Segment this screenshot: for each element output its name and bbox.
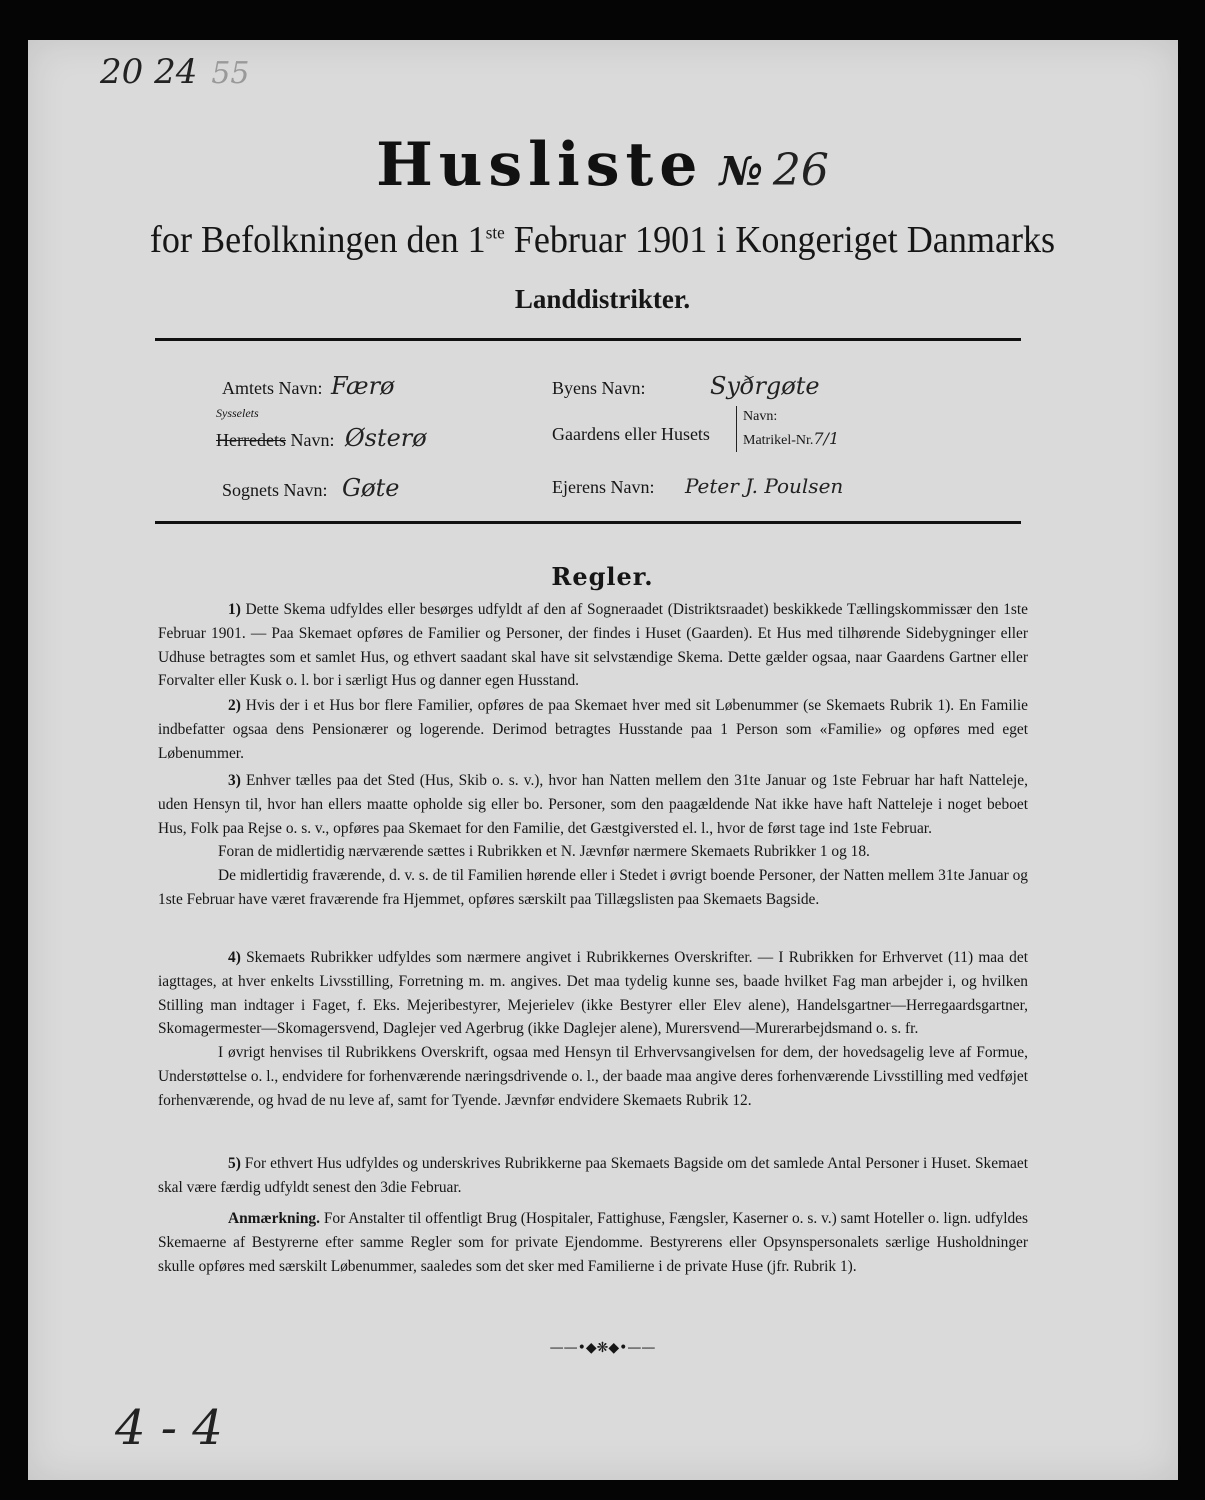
district-heading: Landdistrikter. — [514, 284, 691, 314]
divider-top — [155, 338, 1021, 341]
rule-4: 4) Skemaets Rubrikker udfyldes som nærmere angivet i Rubrikkernes Overskrifter. — I Rubrikken for Erhvervet (11) maa det iagttages, at hver enkelts Livsstilling, Forretning m. m. angives. Det maa tydelig kunne ses, baade hvilket Fag man arbejder i, og hvilken Stilling man indtager i Faget, f. Eks. Mejeribestyrer, Mejerielev (ikke Bestyrer eller Elev alene), Handelsgartner—Herregaardsgartner, Skomagermester—Skomagersvend, Daglejer ved Agerbrug (ikke Daglejer alene), Murersvend—Murerarbejdsmand o. s. fr. I øvrigt henvises til Rubrikkens Overskrift, ogsaa med Hensyn til Erhvervsangivelsen for dem, der hovedsagelig leve af Formue, Understøttelse o. l., endvidere for forhenværende næringsdrivende o. l., der baade maa angive deres forhenværende Livsstilling med vedføjet forhenværende, og hvad de nu leve af, samt for Tyende. Jævnfør endvidere Skemaets Rubrik 12. — [158, 949, 1028, 1109]
bottom-handwritten-note: 4 - 4 — [115, 1400, 223, 1456]
gaard-subfields: Navn: Matrikel-Nr.7/1 — [736, 406, 839, 452]
title-main: Husliste — [376, 130, 704, 200]
rule-3: 3) Enhver tælles paa det Sted (Hus, Skib o. s. v.), hvor han Natten mellem den 31te Januar og 1ste Februar har haft Natteleje, uden Hensyn til, hvor han ellers maatte opholde sig eller bo. Personer, som den paagældende Nat ikke have haft Natteleje i noget beboet Hus, Folk paa Rejse o. s. v., opføres paa Skemaet for den Familie, det Gæstgiversted el. l., hvor de først tage ind 1ste Februar. Foran de midlertidig nærværende sættes i Rubrikken et N. Jævnfør nærmere Skemaets Rubrikker 1 og 18. De midlertidig fraværende, d. v. s. de til Familien hørende eller i Stedet i øvrigt boende Personer, der Natten mellem 31te Januar og 1ste Februar have været fraværende fra Hjemmet, opføres særskilt paa Tillægslisten paa Skemaets Bagside. — [158, 772, 1028, 908]
divider-bottom — [155, 521, 1021, 524]
amt-field: Amtets Navn: Færø — [222, 372, 395, 400]
rule-1: 1) Dette Skema udfyldes eller besørges udfyldt af den af Sogneraadet (Distriktsraadet) beskikkede Tællingskommissær den 1ste Februar 1901. — Paa Skemaet opføres de Familier og Personer, der findes i Huset (Gaarden). Et Hus med tilhørende Sidebygninger eller Udhuse betragtes som et samlet Hus, og ethvert saadant skal have sit selvstændige Skema. Dette gælder ogsaa, naar Gaardens Gartner eller Forvalter eller Kusk o. l. bor i særligt Hus og danner egen Husstand. — [158, 601, 1028, 690]
annotation-note: Anmærkning. For Anstalter til offentligt Brug (Hospitaler, Fattighuse, Fængsler, Kaserner o. s. v.) samt Hoteller o. lign. udfyldes Skemaerne af Bestyrerne efter samme Regler som for private Ejendomme. Bestyrerens eller Opsynspersonalets særlige Husholdninger skulle opføres med særskilt Løbenummer, saaledes som det sker med Familierne i de private Huse (jfr. Rubrik 1). — [158, 1210, 1028, 1275]
rules-heading: Regler. — [551, 562, 654, 591]
subtitle: for Befolkningen den 1ste Februar 1901 i Kongeriget Danmarks — [149, 219, 1056, 261]
sogn-field: Sognets Navn: Gøte — [222, 474, 400, 502]
rule-2: 2) Hvis der i et Hus bor flere Familier, opføres de paa Skemaet hver med sit Løbenummer (se Skemaets Rubrik 1). En Familie indbefatter ogsaa dens Pensionærer og logerende. Derimod betragtes Husstande paa 1 Person som «Familie» og opføres med eget Løbenummer. — [158, 697, 1028, 762]
page-title — [0, 130, 1205, 200]
corner-number: 20 24 55 — [100, 52, 250, 92]
ornament: ——•◆❋◆•—— — [549, 1340, 656, 1356]
herred-handwritten: Sysselets — [216, 406, 259, 420]
gaard-label: Gaardens eller Husets — [552, 424, 710, 444]
list-number: 26 — [772, 145, 829, 196]
ejer-field: Ejerens Navn: Peter J. Poulsen — [552, 474, 844, 498]
herred-field: Herredets Navn: Østerø — [216, 424, 427, 452]
by-field: Byens Navn: Syðrgøte — [552, 372, 820, 400]
rule-5: 5) For ethvert Hus udfyldes og underskrives Rubrikkerne paa Skemaets Bagside om det samlede Antal Personer i Huset. Skemaet skal være færdig udfyldt senest den 3die Februar. — [158, 1155, 1028, 1196]
number-sign: № — [719, 148, 763, 195]
